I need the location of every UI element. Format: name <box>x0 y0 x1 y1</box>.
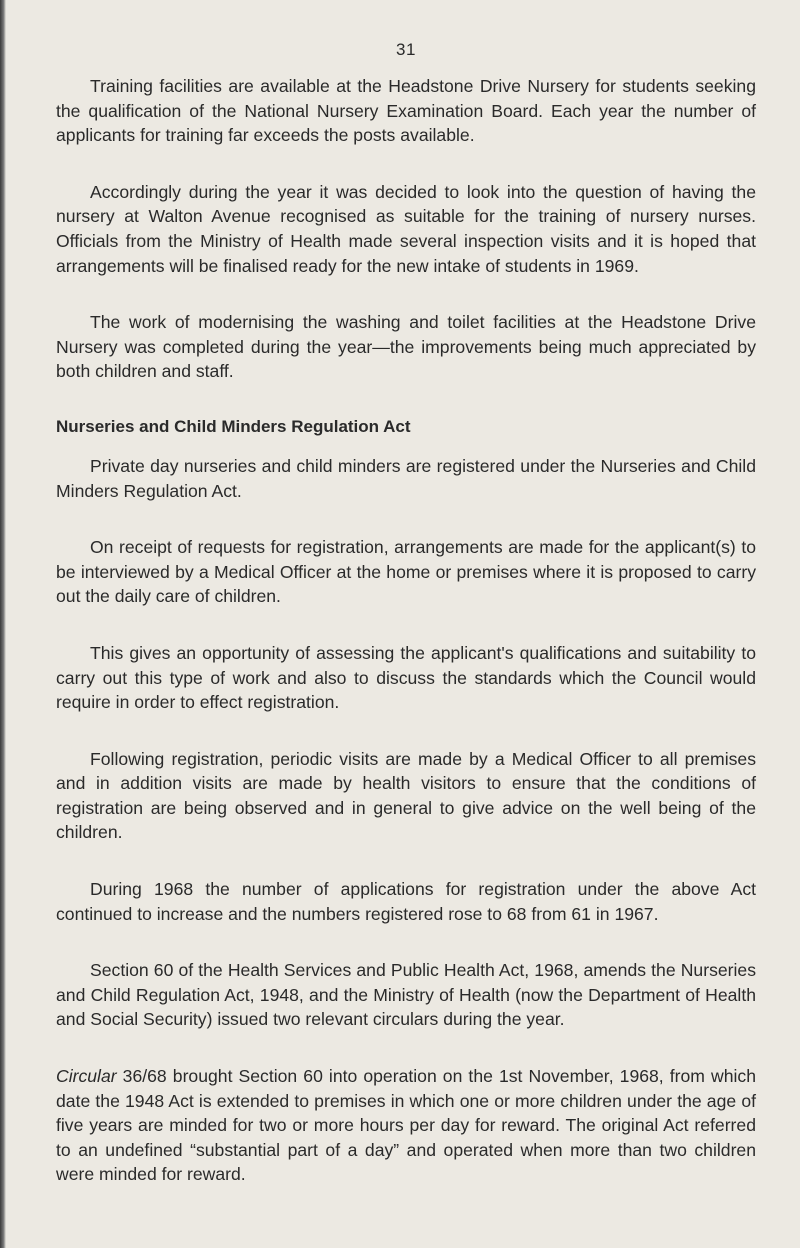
paragraph-applications-1968 <box>56 877 756 926</box>
paragraph-text: Section 60 of the Health Services and Public Health Act, 1968, amends the Nurseries and Child Regulation Act, 1948, and the Ministry of Health (now the Department of Health and Social Security) issued two relevant circulars during the year. <box>56 960 756 1030</box>
paragraph-modernising <box>56 310 756 384</box>
paragraph-text: This gives an opportunity of assessing the applicant's qualifications and suitability to carry out this type of work and also to discuss the standards which the Council would require in order to effect registration. <box>56 642 756 713</box>
paragraph-text: Following registration, periodic visits are made by a Medical Officer to all premises and in addition visits are made by health visitors to ensure that the conditions of registration are being observed and in general to give advice on the well being of the children. <box>56 748 756 843</box>
document-page <box>56 40 756 1187</box>
paragraph-private-nurseries <box>56 454 756 503</box>
section-heading: Nurseries and Child Minders Regulation Act <box>56 416 411 436</box>
paragraph-text: Accordingly during the year it was decided to look into the question of having the nursery at Walton Avenue recognised as suitable for the training of nursery nurses. Officials from the Ministry of Health made several inspection visits and it is hoped that arrangements will be finalised ready for the new intake of students in 1969. <box>56 181 756 276</box>
paragraph-text: During 1968 the number of applications for registration under the above Act continued to increase and the numbers registered rose to 68 from 61 in 1967. <box>56 879 756 924</box>
paragraph-training-facilities <box>56 74 756 148</box>
paragraph-circular <box>56 1064 756 1187</box>
paragraph-registration-requests <box>56 535 756 609</box>
paragraph-text: 36/68 brought Section 60 into operation on the 1st November, 1968, from which date the 1948 Act is extended to premises in which one or more children under the age of five years are minded for two or more hours per day for reward. The original Act referred to an undefined “substantial part of a day” and operated when more than two children were minded for reward. <box>56 1066 756 1185</box>
paragraph-periodic-visits <box>56 747 756 845</box>
paragraph-walton-avenue <box>56 180 756 278</box>
paragraph-text: The work of modernising the washing and toilet facilities at the Headstone Drive Nursery was completed during the year—the improvements being much appreciated by both children and staff. <box>56 312 756 382</box>
circular-label: Circular <box>56 1066 117 1087</box>
paragraph-text: On receipt of requests for registration, arrangements are made for the applicant(s) to be interviewed by a Medical Officer at the home or premises where it is proposed to carry out the daily care of children. <box>56 537 756 607</box>
paragraph-assessing-applicant <box>56 641 756 715</box>
page-binding-edge <box>0 0 6 1248</box>
paragraph-text: Training facilities are available at the Headstone Drive Nursery for students seeking the qualification of the National Nursery Examination Board. Each year the number of applicants for training far exceeds the posts available. <box>56 76 756 146</box>
paragraph-text: Private day nurseries and child minders are registered under the Nurseries and Child Minders Regulation Act. <box>56 455 756 501</box>
paragraph-section-60 <box>56 958 756 1032</box>
page-number: 31 <box>396 40 416 59</box>
